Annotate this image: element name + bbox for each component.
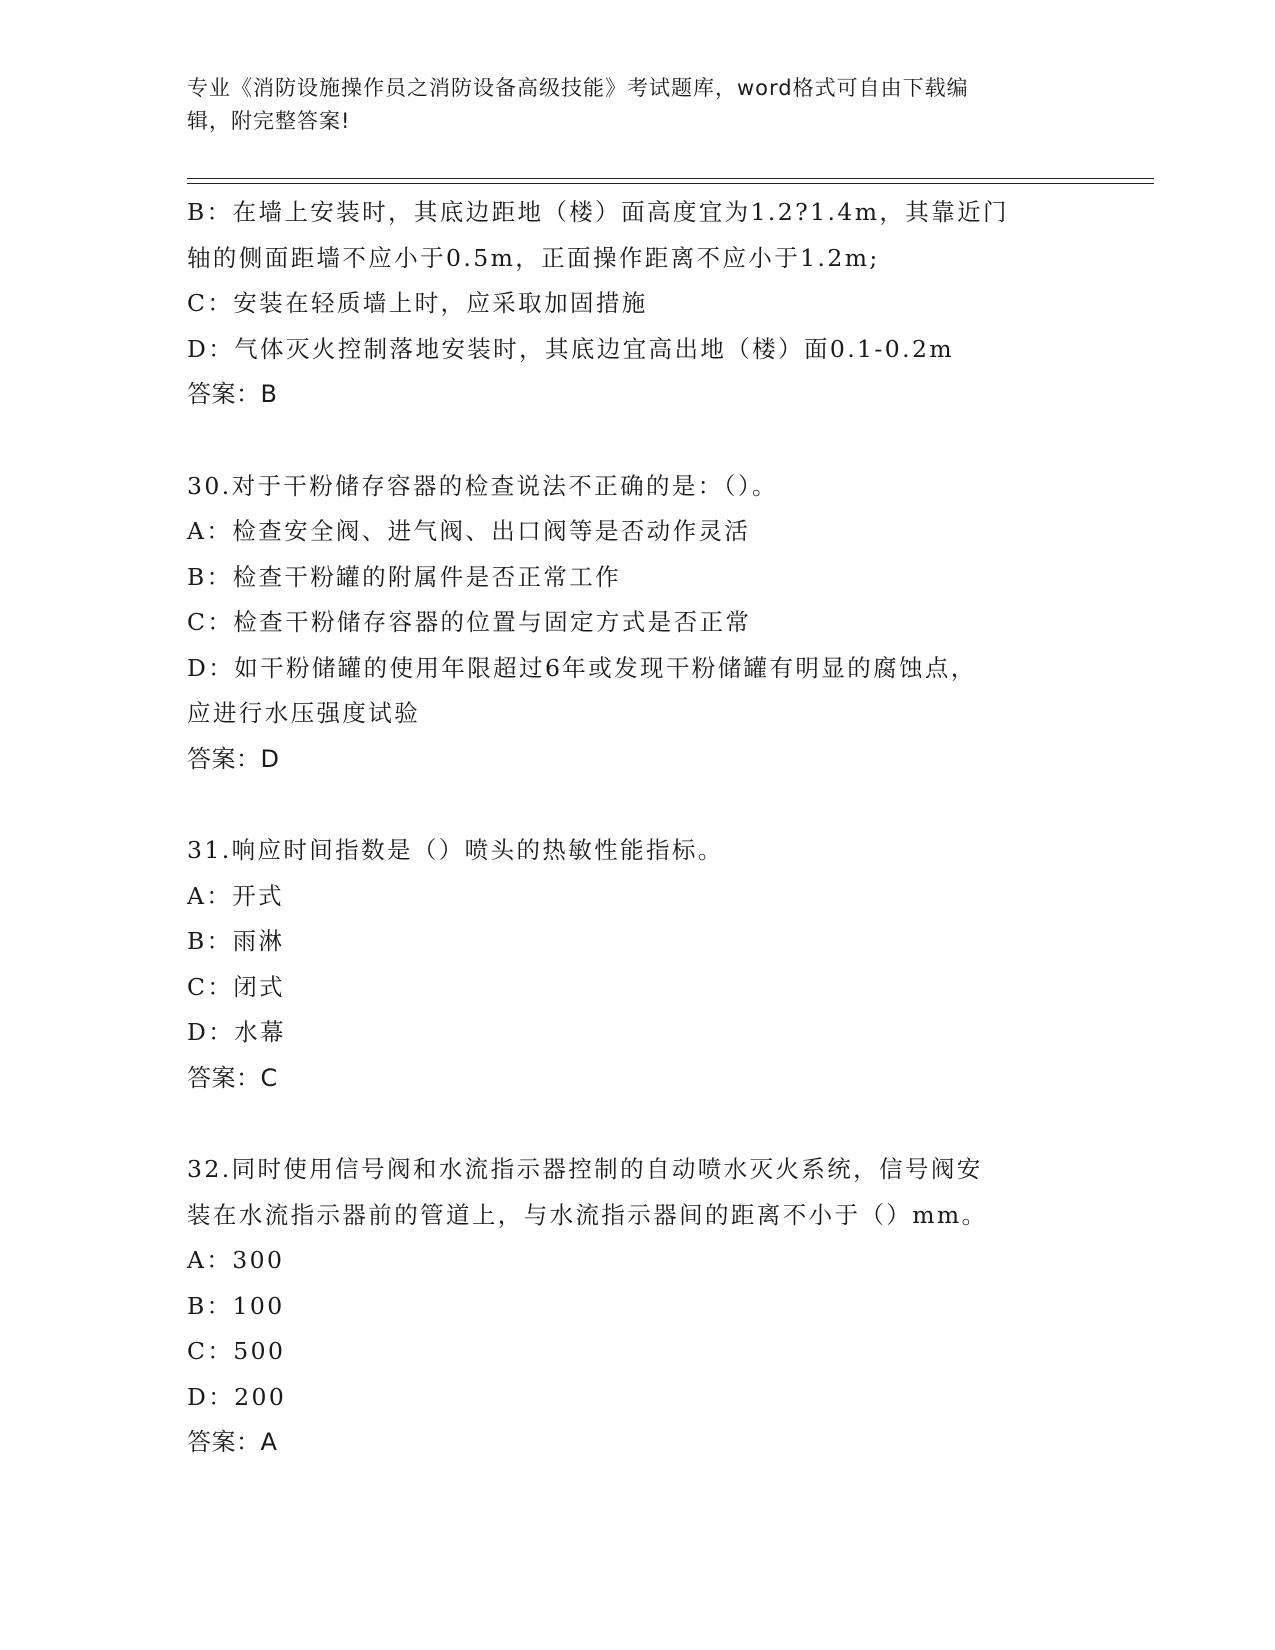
- document-intro: [187, 72, 1067, 138]
- option-b: B：雨淋: [187, 927, 285, 955]
- option-d: D：200: [187, 1382, 287, 1411]
- option-d-line-1: D：如干粉储罐的使用年限超过6年或发现干粉储罐有明显的腐蚀点，: [187, 653, 977, 682]
- option-c: C：检查干粉储存容器的位置与固定方式是否正常: [187, 608, 752, 636]
- spacer: [187, 418, 1087, 464]
- option-d: D：水幕: [187, 1018, 286, 1046]
- option-a: A：检查安全阀、进气阀、出口阀等是否动作灵活: [187, 517, 751, 545]
- option-d: D：气体灭火控制落地安装时，其底边宜高出地（楼）面0.1-0.2m: [187, 334, 955, 363]
- spacer: [187, 782, 1087, 828]
- question-stem: 31.响应时间指数是（）喷头的热敏性能指标。: [187, 836, 724, 864]
- option-b: B：100: [187, 1291, 285, 1320]
- question-29-partial: [187, 190, 1087, 418]
- question-list: [187, 190, 1087, 1466]
- option-c: C：安装在轻质墙上时，应采取加固措施: [187, 289, 648, 317]
- option-d-line-2: 应进行水压强度试验: [187, 699, 421, 727]
- intro-line-1: 专业《消防设施操作员之消防设备高级技能》考试题库，word格式可自由下载编: [187, 76, 969, 100]
- question-stem-line-1: 32.同时使用信号阀和水流指示器控制的自动喷水灭火系统，信号阀安: [187, 1155, 983, 1183]
- question-31: [187, 828, 1087, 1101]
- spacer: [187, 1101, 1087, 1147]
- question-32: [187, 1147, 1087, 1466]
- header-divider-bottom: [187, 183, 1154, 184]
- question-30: [187, 464, 1087, 783]
- header-divider-top: [187, 178, 1154, 179]
- option-a: A：300: [187, 1246, 285, 1274]
- option-c: C：闭式: [187, 972, 286, 1001]
- option-b-line-1: B：在墙上安装时，其底边距地（楼）面高度宜为1.2?1.4m，其靠近门: [187, 198, 1009, 226]
- answer: 答案：C: [187, 1063, 278, 1092]
- answer: 答案：A: [187, 1428, 278, 1456]
- intro-line-2: 辑，附完整答案!: [187, 109, 351, 133]
- option-a: A：开式: [187, 881, 285, 910]
- option-b: B：检查干粉罐的附属件是否正常工作: [187, 562, 622, 591]
- answer: 答案：D: [187, 744, 280, 773]
- question-stem-line-2: 装在水流指示器前的管道上，与水流指示器间的距离不小于（）mm。: [187, 1200, 988, 1229]
- answer: 答案：B: [187, 380, 278, 408]
- option-b-line-2: 轴的侧面距墙不应小于0.5m，正面操作距离不应小于1.2m;: [187, 243, 880, 272]
- question-stem: 30.对于干粉储存容器的检查说法不正确的是：（）。: [187, 471, 778, 500]
- option-c: C：500: [187, 1337, 286, 1365]
